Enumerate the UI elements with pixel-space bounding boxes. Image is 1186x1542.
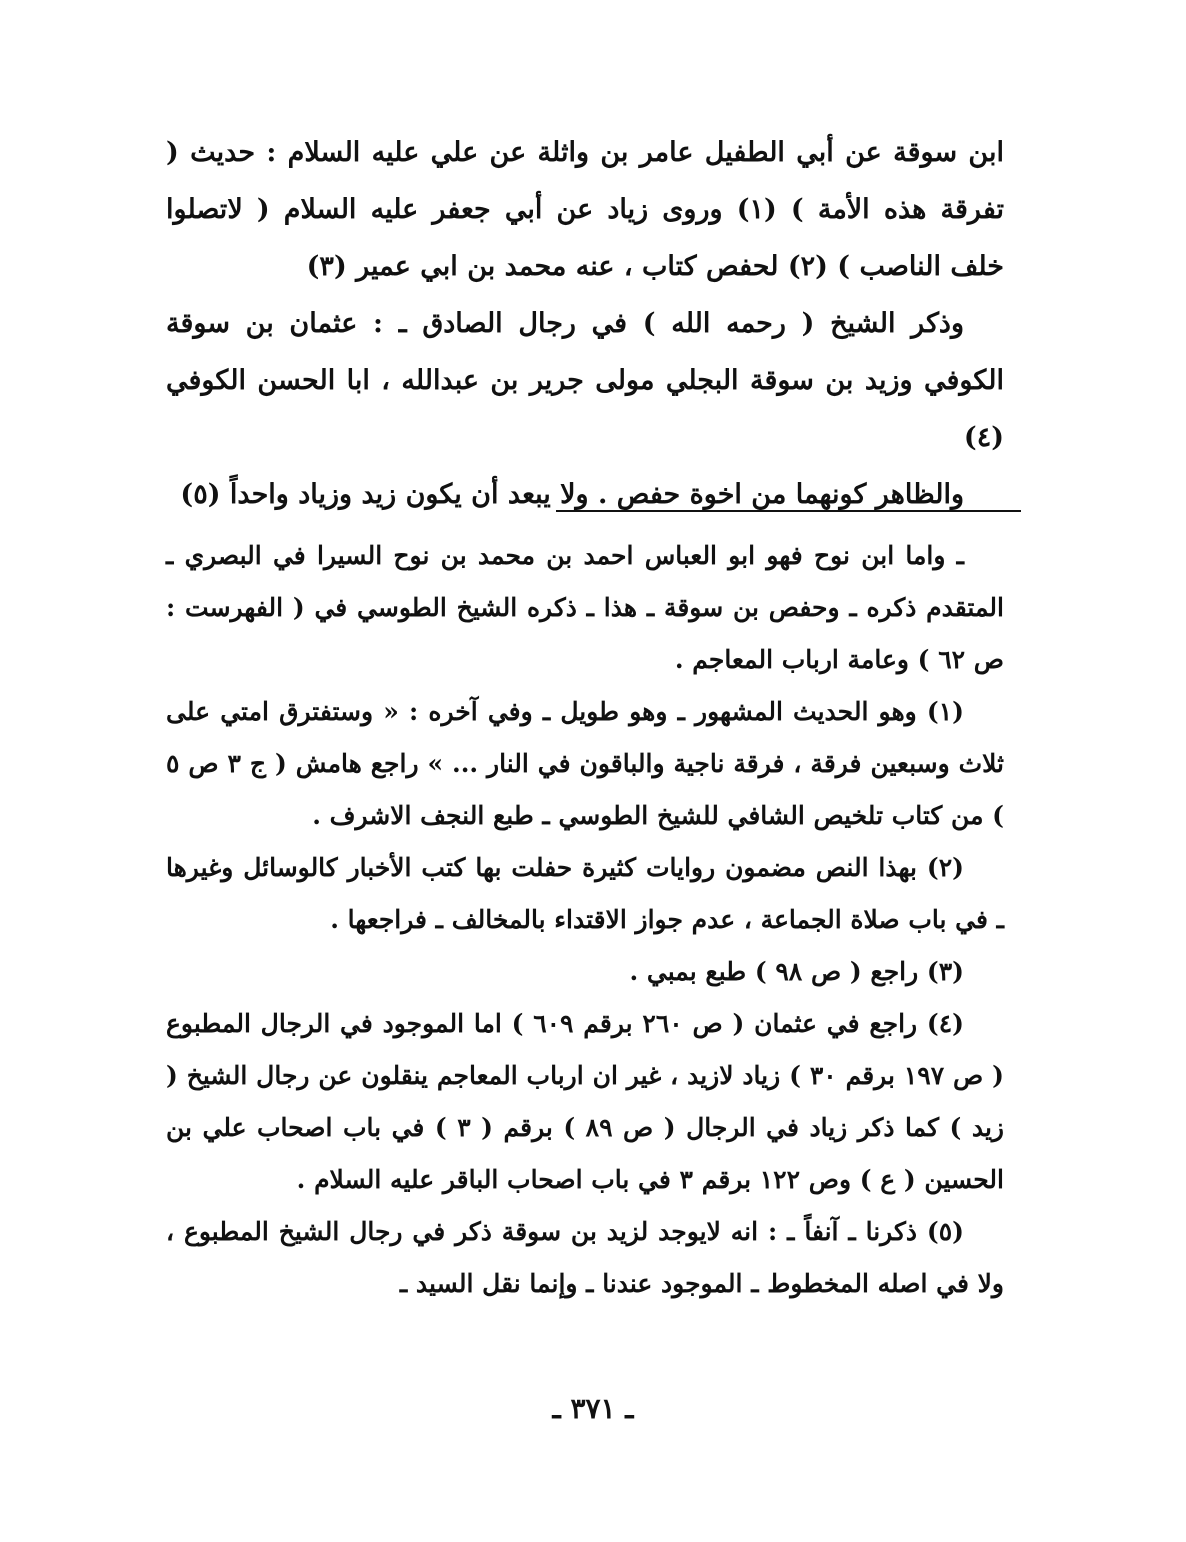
footnote-2: (٢) بهذا النص مضمون روايات كثيرة حفلت بها كتب الأخبار كالوسائل وغيرها ـ في باب صلاة الجماعة ، عدم جواز الاقتداء بالمخالف ـ فراجعها . <box>166 853 1004 934</box>
main-paragraph-2: وذكر الشيخ ( رحمه الله ) في رجال الصادق ـ : عثمان بن سوقة الكوفي وزيد بن سوقة البجلي مولى جرير بن عبدالله ، ابا الحسن الكوفي (٤) <box>166 308 1004 453</box>
footnote-5: (٥) ذكرنا ـ آنفاً ـ : انه لايوجد لزيد بن سوقة ذكر في رجال الشيخ المطبوع ، ولا في اصله المخطوط ـ الموجود عندنا ـ وإنما نقل السيد ـ <box>166 1217 1004 1298</box>
footnote-divider <box>556 510 1021 512</box>
footnote-1: (١) وهو الحديث المشهور ـ وهو طويل ـ وفي آخره : « وستفترق امتي على ثلاث وسبعين فرقة ، فرقة ناجية والباقون في النار ... » راجع هامش ( ج ٣ ص ٥ ) من كتاب تلخيص الشافي للشيخ الطوسي ـ طبع النجف الاشرف . <box>166 697 1004 830</box>
main-text <box>166 124 1004 523</box>
footnotes <box>166 530 1004 1310</box>
footnote-3: (٣) راجع ( ص ٩٨ ) طبع بمبي . <box>629 957 964 986</box>
main-paragraph-3: والظاهر كونهما من اخوة حفص . ولا يبعد أن يكون زيد وزياد واحداً (٥) <box>180 479 964 510</box>
footnote-continuation: ـ واما ابن نوح فهو ابو العباس احمد بن محمد بن نوح السيرا في البصري ـ المتقدم ذكره ـ وحفص بن سوقة ـ هذا ـ ذكره الشيخ الطوسي في ( الفهرست : ص ٦٢ ) وعامة ارباب المعاجم . <box>166 541 1004 674</box>
page-number: ـ ٣٧١ ـ <box>552 1392 634 1425</box>
footnote-4: (٤) راجع في عثمان ( ص ٢٦٠ برقم ٦٠٩ ) اما الموجود في الرجال المطبوع ( ص ١٩٧ برقم ٣٠ ) زياد لازيد ، غير ان ارباب المعاجم ينقلون عن رجال الشيخ ( زيد ) كما ذكر زياد في الرجال ( ص ٨٩ ) برقم ( ٣ ) في باب اصحاب علي بن الحسين ( ع ) وص ١٢٢ برقم ٣ في باب اصحاب الباقر عليه السلام . <box>166 1009 1005 1194</box>
main-paragraph-1: ابن سوقة عن أبي الطفيل عامر بن واثلة عن علي عليه السلام : حديث ( تفرقة هذه الأمة ) (١) وروى زياد عن أبي جعفر عليه السلام ( لاتصلوا خلف الناصب ) (٢) لحفص كتاب ، عنه محمد بن ابي عمير (٣) <box>166 137 1004 282</box>
